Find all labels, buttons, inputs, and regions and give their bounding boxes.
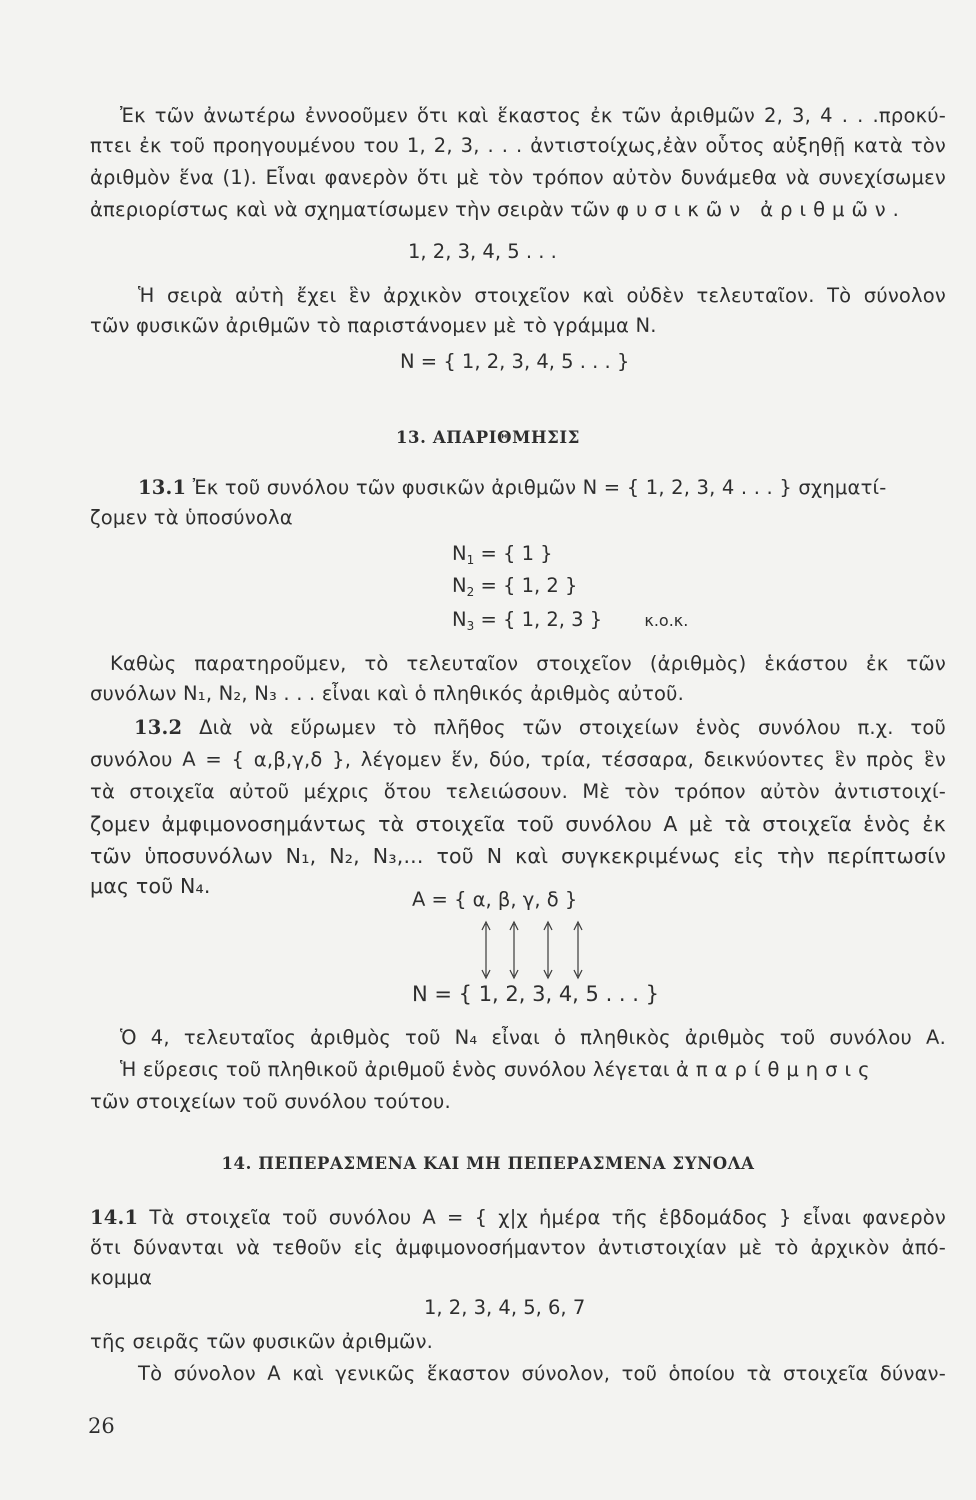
section-13-title: 13. ΑΠΑΡΙΘΜΗΣΙΣ [395, 428, 581, 447]
subset-N3-index: 3 [466, 619, 475, 633]
subset-N1-index: 1 [466, 553, 475, 567]
para3-line-2: συνόλων Ν₁, Ν₂, Ν₃ . . . εἶναι καὶ ὁ πληθικός ἀριθμὸς αὐτοῦ. [90, 682, 685, 705]
para1-line-1: Ἐκ τῶν ἀνωτέρω ἐννοοῦμεν ὅτι καὶ ἕκαστος ἐκ τῶν ἀριθμῶν 2, 3, 4 . . .προκύ- [120, 104, 946, 127]
s13-2-number: 13.2 [134, 716, 183, 739]
s14-1-line-1 [90, 1206, 946, 1230]
para1-line-4-text: ἀπεριορίστως καὶ νὰ σχηματίσωμεν τὴν σειρὰν τῶν [90, 198, 610, 221]
para3-line-1: Καθὼς παρατηροῦμεν, τὸ τελευταῖον στοιχεῖον (ἀριθμὸς) ἑκάστου ἐκ τῶν [110, 652, 946, 675]
page-number: 26 [88, 1414, 115, 1438]
s13-2-line-5: τῶν ὑποσυνόλων Ν₁, Ν₂, Ν₃,... τοῦ Ν καὶ συγκεκριμένως εἰς τὴν περίπτωσίν [90, 844, 946, 868]
final-line: Τὸ σύνολον Α καὶ γενικῶς ἕκαστον σύνολον, τοῦ ὁποίου τὰ στοιχεῖα δύναν- [138, 1362, 946, 1385]
s13-1-text: Ἐκ τοῦ συνόλου τῶν φυσικῶν ἀριθμῶν Ν = { 1, 2, 3, 4 . . . } σχηματί- [192, 476, 887, 499]
para1-line-4 [90, 198, 946, 222]
subset-N2-index: 2 [466, 585, 475, 599]
s13-1-line-2: ζομεν τὰ ὑποσύνολα [90, 506, 293, 529]
subset-N1-name: Ν [452, 542, 467, 565]
s13-2-text: Διὰ νὰ εὕρωμεν τὸ πλῆθος τῶν στοιχείων ἑνὸς συνόλου π.χ. τοῦ [199, 716, 946, 739]
subset-N3 [452, 608, 688, 633]
enumeration-emphasis: ἀπαρίθμησις [676, 1058, 877, 1081]
para2-line-1: Ἡ σειρὰ αὐτὴ ἔχει ἓν ἀρχικὸν στοιχεῖον καὶ οὐδὲν τελευταῖον. Τὸ σύνολον [138, 284, 946, 307]
subset-N1-value: = { 1 } [480, 542, 553, 565]
para1-line-2: πτει ἐκ τοῦ προηγουμένου του 1, 2, 3, . . . ἀντιστοίχως,ἐὰν οὗτος αὐξηθῇ κατὰ τὸν [90, 134, 946, 157]
para1-line-3: ἀριθμὸν ἕνα (1). Εἶναι φανερὸν ὅτι μὲ τὸν τρόπον αὐτὸν δυνάμεθα νὰ συνεχίσωμεν [90, 166, 946, 189]
s14-1-line-3: κομμα [90, 1266, 153, 1289]
s14-1-text: Τὰ στοιχεῖα τοῦ συνόλου Α = { χ|χ ἡμέρα τῆς ἑβδομάδος } εἶναι φανερὸν [149, 1206, 946, 1229]
subset-N2-name: Ν [452, 574, 467, 597]
subsets-etc: κ.ο.κ. [644, 611, 689, 630]
s13-2-line-4: ζομεν ἀμφιμονοσημάντως τὰ στοιχεῖα τοῦ συνόλου Α μὲ τὰ στοιχεῖα ἑνὸς ἐκ [90, 812, 946, 836]
s13-1-number: 13.1 [138, 476, 187, 499]
mapping-set-A: Α = { α, β, γ, δ } [412, 888, 578, 911]
subset-N2 [452, 574, 577, 598]
para4-line-3: τῶν στοιχείων τοῦ συνόλου τούτου. [90, 1090, 451, 1113]
subset-N1 [452, 542, 553, 566]
s13-2-line-2: συνόλου Α = { α,β,γ,δ }, λέγομεν ἕν, δύο, τρία, τέσσαρα, δεικνύοντες ἓν πρὸς ἓν [90, 748, 946, 771]
correspondence-arrows [470, 918, 610, 982]
para2-line-2: τῶν φυσικῶν ἀριθμῶν τὸ παριστάνομεν μὲ τὸ γράμμα Ν. [90, 314, 657, 337]
natural-numbers-emphasis: φυσικῶν ἀριθμῶν. [616, 198, 906, 221]
subset-N3-value: = { 1, 2, 3 } [480, 608, 603, 631]
para4-line-1: Ὁ 4, τελευταῖος ἀριθμὸς τοῦ Ν₄ εἶναι ὁ πληθικὸς ἀριθμὸς τοῦ συνόλου Α. [120, 1026, 946, 1049]
subset-N2-value: = { 1, 2 } [480, 574, 578, 597]
s13-1-line-1 [138, 476, 946, 500]
para4-line-2-text: Ἡ εὕρεσις τοῦ πληθικοῦ ἀριθμοῦ ἑνὸς συνόλου λέγεται [120, 1058, 670, 1081]
mapping-set-N: Ν = { 1, 2, 3, 4, 5 . . . } [412, 982, 659, 1006]
s13-2-line-1 [134, 716, 946, 740]
sequence-2: 1, 2, 3, 4, 5, 6, 7 [424, 1296, 586, 1319]
s14-1-number: 14.1 [90, 1206, 139, 1229]
section-14-title: 14. ΠΕΠΕΡΑΣΜΕΝΑ ΚΑΙ ΜΗ ΠΕΠΕΡΑΣΜΕΝΑ ΣΥΝΟΛΑ [221, 1154, 755, 1173]
set-N-definition: Ν = { 1, 2, 3, 4, 5 . . . } [400, 350, 630, 373]
s13-2-line-6: μας τοῦ Ν₄. [90, 874, 211, 898]
sequence-1: 1, 2, 3, 4, 5 . . . [408, 240, 557, 263]
para4-line-2 [120, 1058, 946, 1082]
subset-N3-name: Ν [452, 608, 467, 631]
s13-2-line-3: τὰ στοιχεῖα αὐτοῦ μέχρις ὅτου τελειώσουν. Μὲ τὸν τρόπον αὐτὸν ἀντιστοιχί- [90, 780, 946, 803]
s14-1-line-4: τῆς σειρᾶς τῶν φυσικῶν ἀριθμῶν. [90, 1330, 434, 1353]
s14-1-line-2: ὅτι δύνανται νὰ τεθοῦν εἰς ἀμφιμονοσήμαντον ἀντιστοιχίαν μὲ τὸ ἀρχικὸν ἀπό- [90, 1236, 946, 1259]
